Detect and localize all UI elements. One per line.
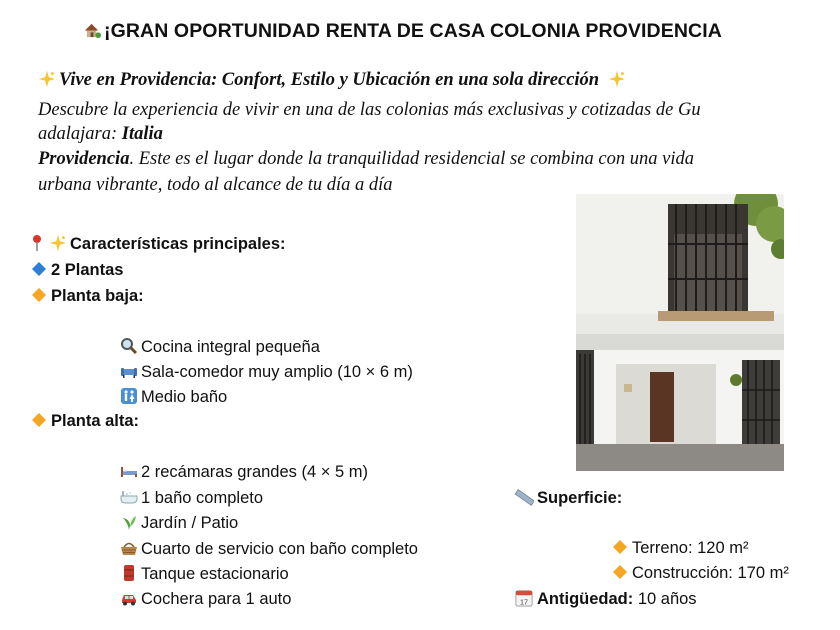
description-line-1: Descubre la experiencia de vivir en una de las colonias más exclusivas y cotizadas de Gu (38, 100, 701, 120)
surface-construccion (611, 563, 789, 583)
surface-label (514, 488, 622, 508)
upper-floor-item-text: 1 baño completo (141, 489, 264, 507)
surface-construccion-text: Construcción: 170 m² (632, 564, 789, 582)
upper-floor-item-text: 2 recámaras grandes (4 × 5 m) (141, 463, 368, 481)
floors-count (30, 260, 123, 280)
upper-floor-label (30, 411, 139, 431)
surface-terreno (611, 538, 748, 558)
pushpin-icon (30, 234, 48, 252)
subtitle-text: Vive en Providencia: Confort, Estilo y Ubicación en una sola dirección (59, 70, 600, 90)
sparkle-icon (608, 70, 626, 88)
page-title (84, 20, 722, 43)
upper-floor-item (120, 488, 263, 508)
ground-floor-item-text: Sala-comedor muy amplio (10 × 6 m) (141, 363, 413, 381)
description-line-4: urbana vibrante, todo al alcance de tu día a día (38, 175, 393, 195)
sparkle-icon (38, 70, 56, 88)
ground-floor-item (120, 387, 227, 407)
blue-diamond-icon (30, 260, 48, 278)
upper-floor-item (120, 589, 291, 609)
upper-floor-item-text: Cuarto de servicio con baño completo (141, 540, 418, 558)
basket-icon (120, 539, 138, 557)
house-garden-icon (84, 22, 101, 39)
ground-floor-item-text: Medio baño (141, 388, 228, 406)
upper-floor-item (120, 513, 238, 533)
herb-icon (120, 513, 138, 531)
orange-diamond-icon (611, 538, 629, 556)
ground-floor-item (120, 337, 320, 357)
surface-terreno-text: Terreno: 120 m² (632, 539, 749, 557)
description-line-3 (38, 147, 694, 171)
upper-floor-item-text: Tanque estacionario (141, 565, 289, 583)
bathtub-icon (120, 488, 138, 506)
description-italia: Italia (121, 124, 163, 144)
couch-icon (120, 362, 138, 380)
title-text: ¡GRAN OPORTUNIDAD RENTA DE CASA COLONIA PROVIDENCIA (104, 20, 722, 42)
age (514, 589, 697, 609)
subtitle (38, 70, 629, 91)
orange-diamond-icon (30, 286, 48, 304)
upper-floor-item-text: Cochera para 1 auto (141, 590, 292, 608)
surface-label-text: Superficie: (537, 489, 623, 507)
features-heading (30, 234, 286, 254)
orange-diamond-icon (30, 411, 48, 429)
description-providencia: Providencia (38, 149, 130, 169)
ground-floor-item-text: Cocina integral pequeña (141, 338, 320, 356)
description-line-2-text: adalajara: (38, 124, 122, 144)
bed-icon (120, 462, 138, 480)
upper-floor-item (120, 539, 418, 559)
description-line-3-text: . Este es el lugar donde la tranquilidad residencial se combina con una vida (129, 149, 694, 169)
ground-floor-item (120, 362, 413, 382)
upper-floor-label-text: Planta alta: (51, 412, 140, 430)
ground-floor-label (30, 286, 144, 306)
floors-count-text: 2 Plantas (51, 261, 124, 279)
restroom-icon (120, 387, 138, 405)
upper-floor-item (120, 564, 289, 584)
upper-floor-item-text: Jardín / Patio (141, 514, 239, 532)
sparkle-icon (49, 234, 67, 252)
ruler-icon (514, 488, 534, 506)
magnifying-glass-icon (120, 337, 138, 355)
calendar-icon (514, 589, 534, 607)
age-value: 10 años (633, 590, 697, 608)
orange-diamond-icon (611, 563, 629, 581)
car-icon (120, 589, 138, 607)
upper-floor-item (120, 462, 368, 482)
house-photo (576, 194, 784, 471)
oil-drum-icon (120, 564, 138, 582)
ground-floor-label-text: Planta baja: (51, 287, 144, 305)
house-facade-image (576, 194, 784, 471)
features-heading-text: Características principales: (70, 235, 286, 253)
description-line-2 (38, 122, 163, 146)
svg-text:17: 17 (520, 597, 528, 607)
age-label: Antigüedad: (537, 590, 634, 608)
